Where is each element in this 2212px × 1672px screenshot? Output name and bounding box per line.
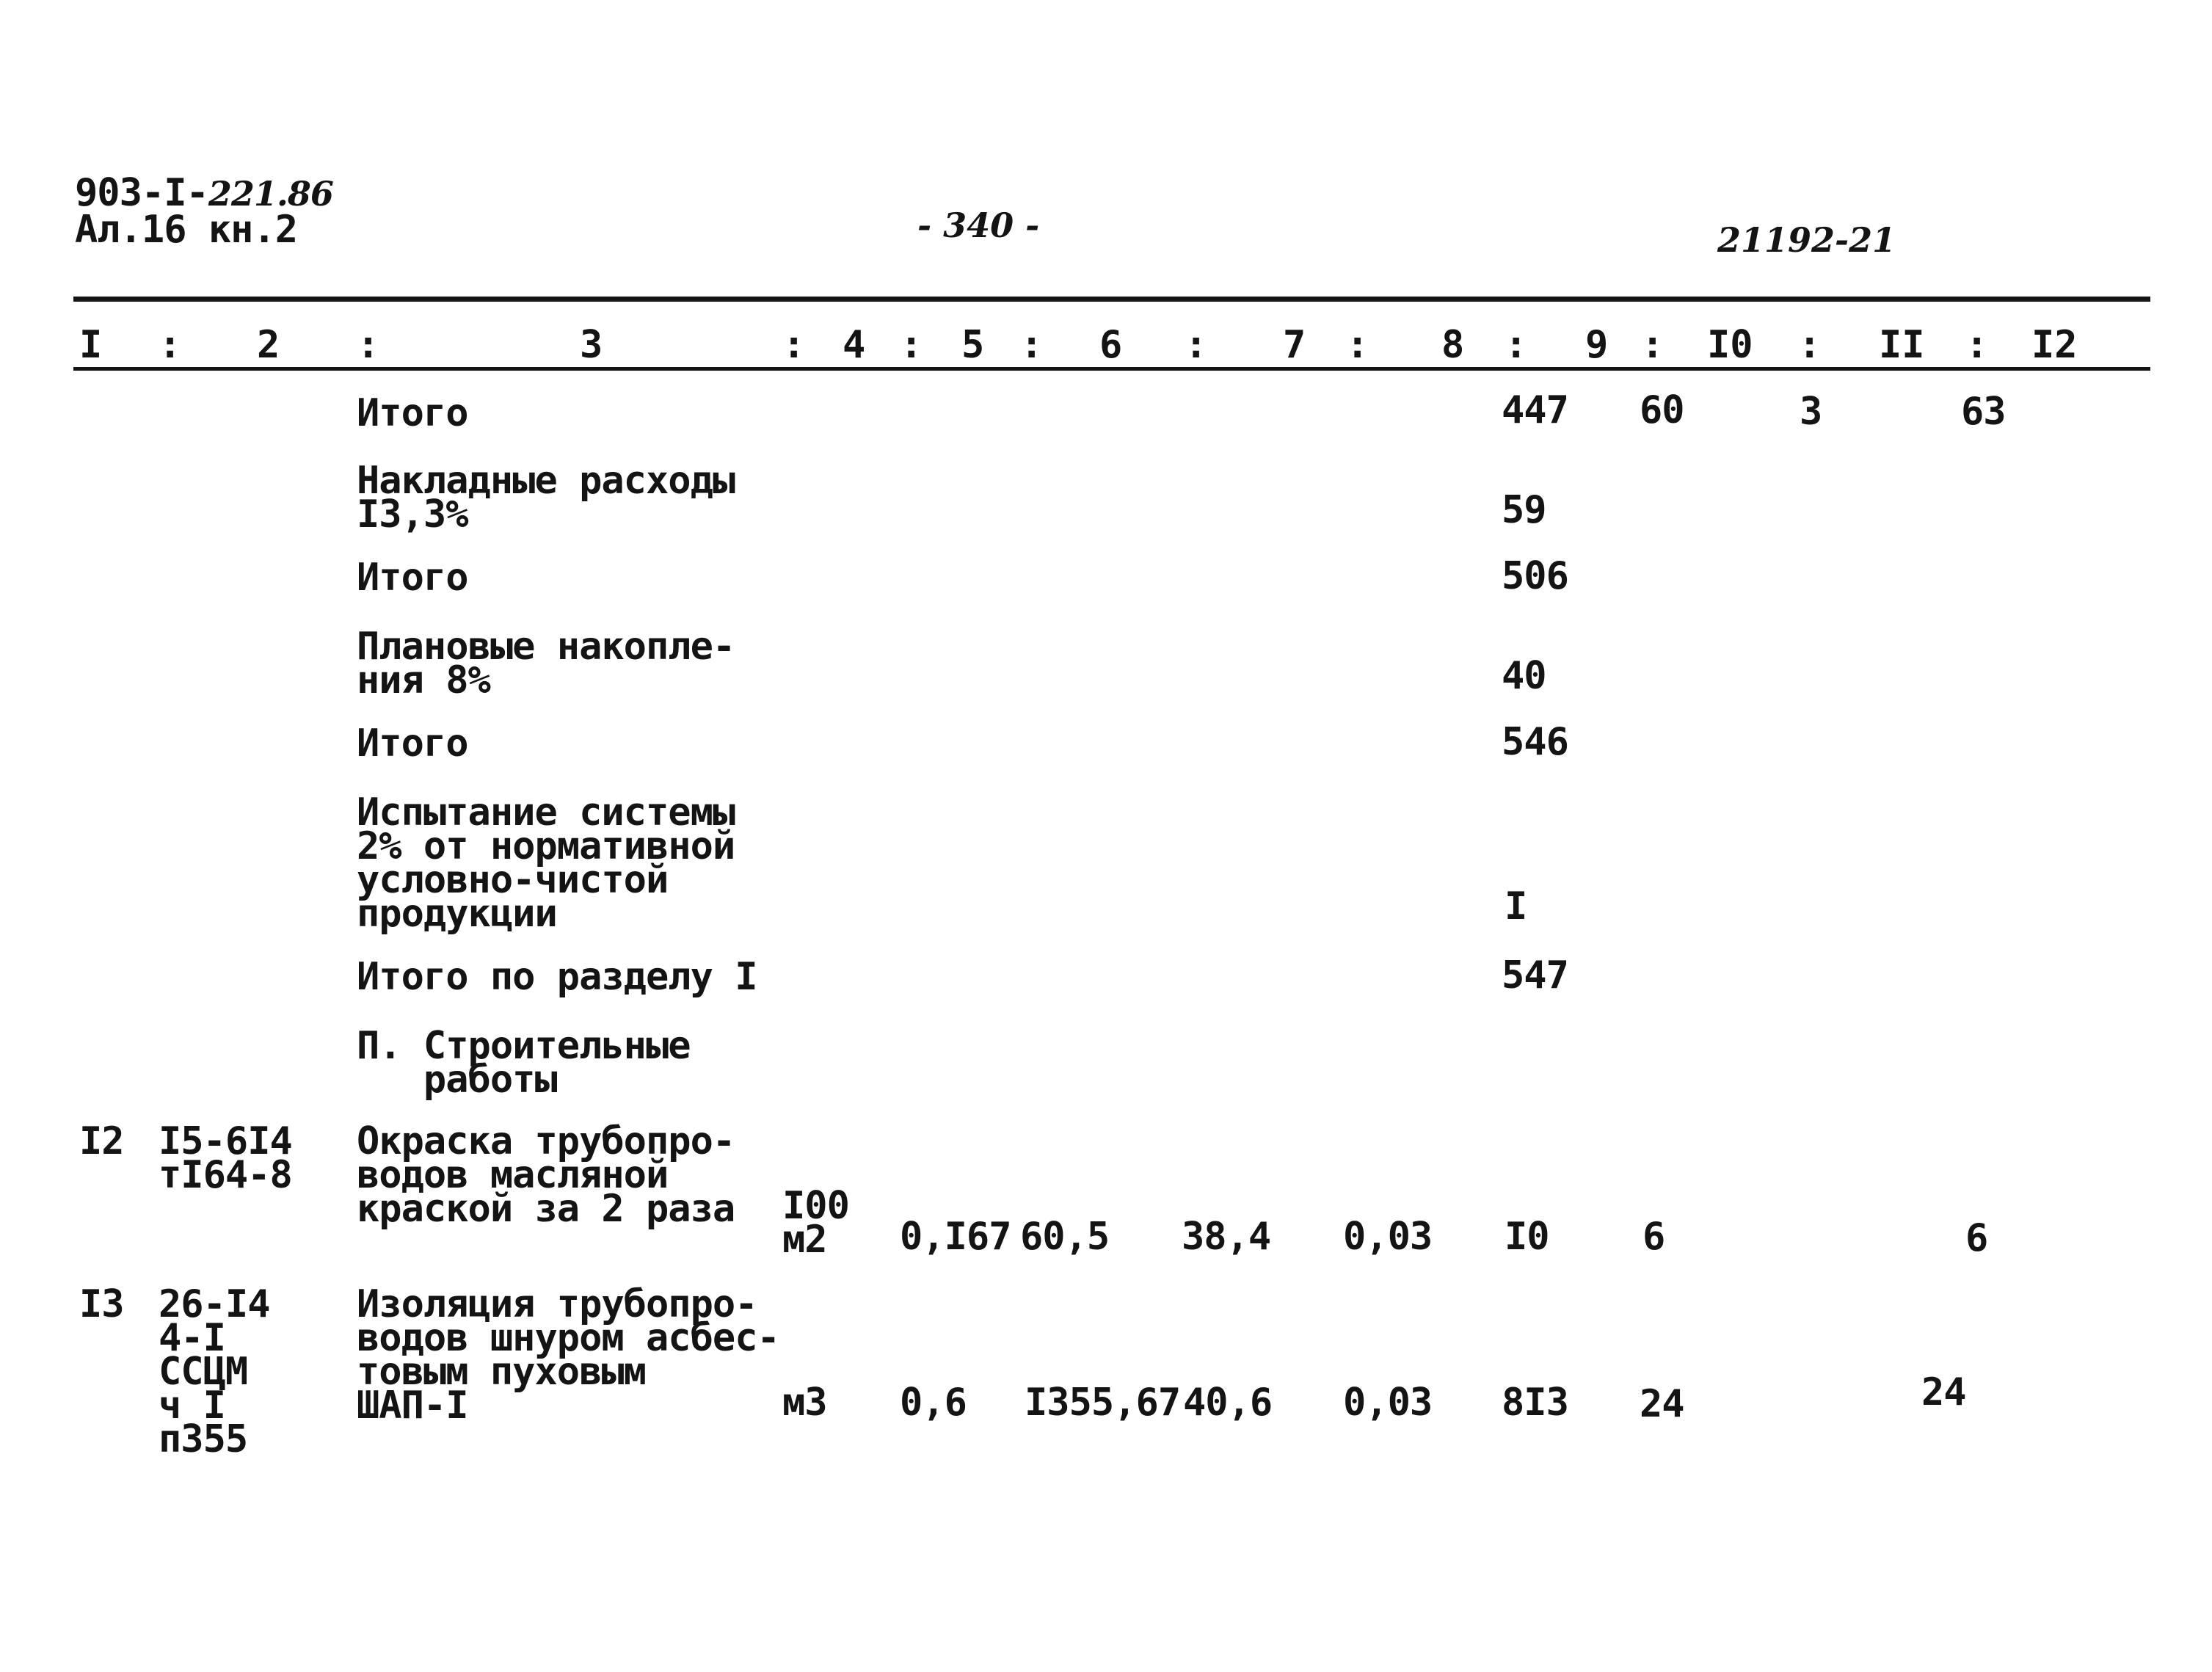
column-header: 5	[961, 323, 985, 367]
cell-col7: 40,6	[1183, 1381, 1273, 1425]
column-separators: :	[1798, 323, 1822, 367]
column-header: 8	[1441, 323, 1465, 367]
cell-col9: I0	[1505, 1215, 1549, 1259]
cell-unit-price: I355,67	[1025, 1381, 1181, 1425]
cell-col8: 0,03	[1343, 1215, 1433, 1259]
cell-col9: 546	[1502, 720, 1568, 764]
header-rule-bottom	[73, 367, 2150, 371]
cell-col9: 447	[1502, 388, 1568, 432]
cell-col11: 3	[1800, 390, 1822, 434]
row-description: П. Строительные работы	[357, 1024, 691, 1102]
row-description: Изоляция трубопро- водов шнуром асбес- товым пуховым ШАП-I	[357, 1282, 779, 1428]
column-separators: :	[1346, 323, 1369, 367]
cell-unit: I00 м2	[782, 1184, 849, 1262]
column-separators: :	[159, 323, 182, 367]
column-header: 7	[1283, 323, 1306, 367]
row-description: Итого	[357, 556, 468, 600]
column-header: 6	[1099, 323, 1123, 367]
cell-item-number: I3	[79, 1282, 124, 1326]
column-separators: :	[900, 323, 923, 367]
header-rule-top	[73, 297, 2150, 302]
column-separators: :	[1641, 323, 1665, 367]
row-description: Итого	[357, 391, 468, 435]
column-header: I	[79, 323, 103, 367]
cell-item-number: I2	[79, 1119, 124, 1163]
cell-col12: 63	[1961, 390, 2006, 434]
document-code	[75, 171, 333, 215]
cell-col9: 8I3	[1502, 1381, 1568, 1425]
cell-unit: м3	[782, 1381, 827, 1425]
row-description: Накладные расходы I3,3%	[357, 459, 735, 537]
cell-quantity: 0,6	[900, 1381, 967, 1425]
cell-col10: 6	[1642, 1215, 1665, 1259]
cell-col9: 40	[1502, 654, 1546, 698]
cell-col9: 59	[1502, 488, 1546, 532]
cell-unit-price: 60,5	[1020, 1215, 1110, 1259]
row-description: Плановые накопле- ния 8%	[357, 625, 735, 702]
cell-rate-code: 26-I4 4-I ССЦМ ч I п355	[159, 1282, 270, 1461]
cell-col10: 24	[1640, 1382, 1684, 1426]
sheet-code: 21192-21	[1717, 220, 1896, 260]
column-header: 2	[257, 323, 280, 367]
cell-col9: 547	[1502, 953, 1568, 997]
row-description: Итого по разделу I	[357, 955, 757, 999]
column-separators: :	[1020, 323, 1044, 367]
column-header: 4	[843, 323, 866, 367]
column-header: II	[1879, 323, 1925, 367]
row-description: Окраска трубопро- водов масляной краской за 2 раза	[357, 1119, 735, 1231]
album-line: Ал.16 кн.2	[75, 208, 298, 252]
cell-col7: 38,4	[1182, 1215, 1271, 1259]
document-code-handwritten: 221.86	[208, 174, 333, 214]
column-header: I0	[1707, 323, 1753, 367]
column-separators: :	[1965, 323, 1989, 367]
column-separators: :	[1505, 323, 1528, 367]
column-separators: :	[357, 323, 380, 367]
cell-col10: 60	[1640, 388, 1684, 432]
cell-col8: 0,03	[1343, 1381, 1433, 1425]
column-header: 3	[580, 323, 603, 367]
cell-quantity: 0,I67	[900, 1215, 1011, 1259]
column-header: 9	[1585, 323, 1609, 367]
cell-col12: 6	[1965, 1216, 1988, 1260]
column-separators: :	[782, 323, 806, 367]
row-description: Испытание системы 2% от нормативной условно-чистой продукции	[357, 790, 735, 936]
cell-col9: I	[1505, 884, 1527, 928]
column-header: I2	[2031, 323, 2078, 367]
row-description: Итого	[357, 721, 468, 766]
page-number: - 340 -	[917, 206, 1040, 245]
cell-col12: 24	[1921, 1370, 1966, 1414]
cell-col9: 506	[1502, 554, 1568, 598]
column-separators: :	[1185, 323, 1208, 367]
cell-rate-code: I5-6I4 тI64-8	[159, 1119, 292, 1197]
document-code-prefix: 903-I-	[75, 171, 208, 215]
